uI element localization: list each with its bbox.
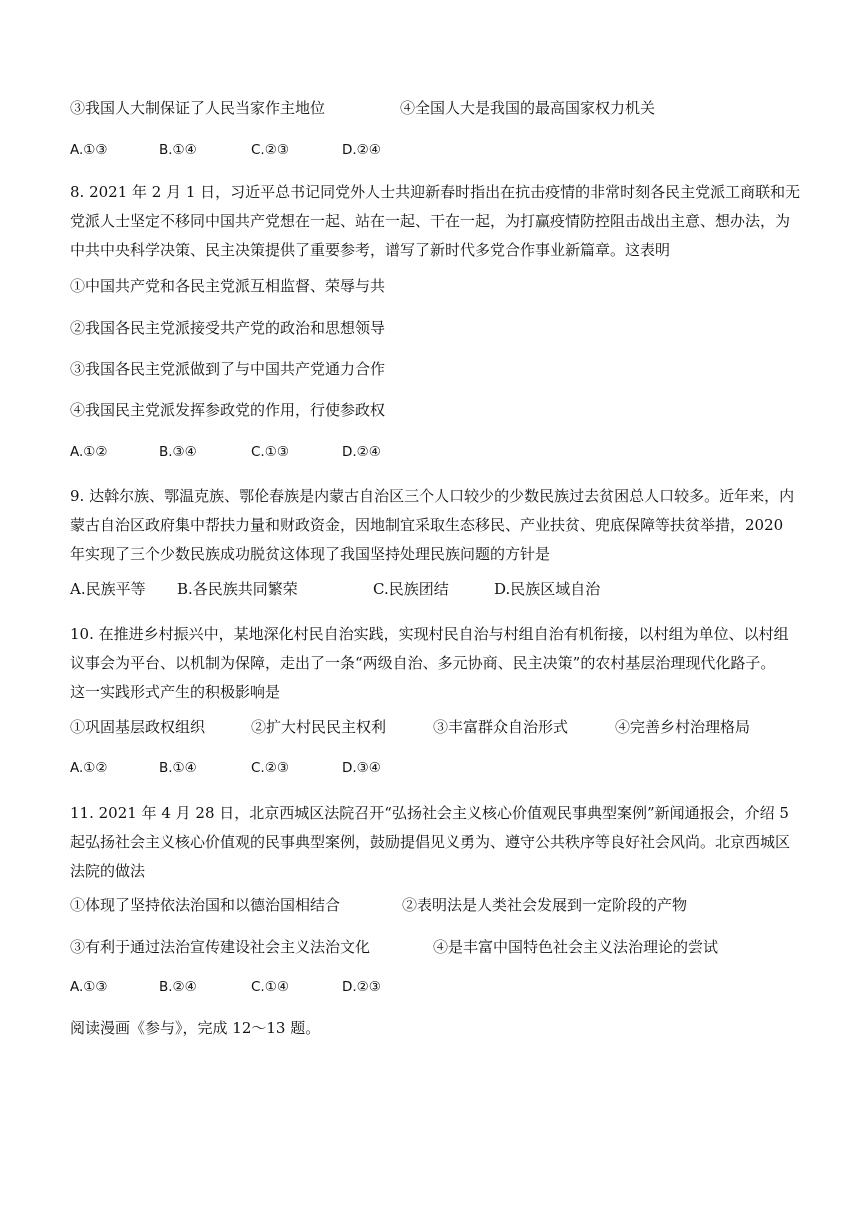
q11-option-c: C.①④ bbox=[251, 979, 289, 995]
q9-stem-line: 年实现了三个少数民族成功脱贫这体现了我国坚持处理民族问题的方针是 bbox=[70, 545, 551, 563]
q11-stem-line: 法院的做法 bbox=[70, 862, 146, 880]
q8-statement-3: ③我国各民主党派做到了与中国共产党通力合作 bbox=[70, 360, 386, 378]
q8-stem-line: 党派人士坚定不移同中国共产党想在一起、站在一起、干在一起，为打赢疫情防控阻击战出主意、想办法，为 bbox=[70, 212, 791, 230]
q11-statement-3: ③有利于通过法治宣传建设社会主义法治文化 bbox=[70, 938, 371, 956]
reading-instruction: 阅读漫画《参与》，完成 12～13 题。 bbox=[70, 1019, 321, 1037]
q7-option-a: A.①③ bbox=[70, 142, 108, 158]
q9-option-d: D.民族区域自治 bbox=[494, 580, 601, 598]
q10-statement-2: ②扩大村民民主权利 bbox=[251, 718, 387, 736]
q11-stem-line: 11. 2021 年 4 月 28 日，北京西城区法院召开“弘扬社会主义核心价值观民事典型案例”新闻通报会，介绍 5 bbox=[70, 804, 789, 822]
q10-option-a: A.①② bbox=[70, 760, 108, 776]
q8-stem-line: 8. 2021 年 2 月 1 日，习近平总书记同党外人士共迎新春时指出在抗击疫情的非常时刻各民主党派工商联和无 bbox=[70, 183, 801, 201]
q8-statement-2: ②我国各民主党派接受共产党的政治和思想领导 bbox=[70, 319, 386, 337]
q9-option-a: A.民族平等 bbox=[70, 580, 146, 598]
q8-stem bbox=[70, 178, 805, 265]
q8-option-a: A.①② bbox=[70, 444, 108, 460]
q9-option-b: B.各民族共同繁荣 bbox=[177, 580, 298, 598]
q11-stem bbox=[70, 799, 805, 886]
q11-stem-line: 起弘扬社会主义核心价值观的民事典型案例，鼓励提倡见义勇为、遵守公共秩序等良好社会风尚。北京西城区 bbox=[70, 833, 791, 851]
q11-statement-4: ④是丰富中国特色社会主义法治理论的尝试 bbox=[433, 938, 719, 956]
q9-stem-line: 蒙古自治区政府集中帮扶力量和财政资金，因地制宜采取生态移民、产业扶贫、兜底保障等扶贫举措，2020 bbox=[70, 516, 784, 534]
q10-option-b: B.①④ bbox=[159, 760, 197, 776]
q9-option-c: C.民族团结 bbox=[373, 580, 449, 598]
q7-statement-3: ③我国人大制保证了人民当家作主地位 bbox=[70, 99, 326, 117]
q10-statement-3: ③丰富群众自治形式 bbox=[433, 718, 569, 736]
q7-option-c: C.②③ bbox=[251, 142, 289, 158]
q10-option-d: D.③④ bbox=[342, 760, 381, 776]
q11-option-a: A.①③ bbox=[70, 979, 108, 995]
q8-statement-1: ①中国共产党和各民主党派互相监督、荣辱与共 bbox=[70, 277, 386, 295]
q10-statement-4: ④完善乡村治理格局 bbox=[615, 718, 751, 736]
q8-option-b: B.③④ bbox=[159, 444, 197, 460]
q8-option-d: D.②④ bbox=[342, 444, 381, 460]
q10-option-c: C.②③ bbox=[251, 760, 289, 776]
q7-option-b: B.①④ bbox=[159, 142, 197, 158]
q10-stem bbox=[70, 620, 805, 707]
q10-stem-line: 这一实践形式产生的积极影响是 bbox=[70, 683, 281, 701]
q11-option-d: D.②③ bbox=[342, 979, 381, 995]
q8-option-c: C.①③ bbox=[251, 444, 289, 460]
q10-stem-line: 议事会为平台、以机制为保障，走出了一条“两级自治、多元协商、民主决策”的农村基层治理现代化路子。 bbox=[70, 654, 776, 672]
q11-statement-2: ②表明法是人类社会发展到一定阶段的产物 bbox=[402, 896, 688, 914]
q11-option-b: B.②④ bbox=[159, 979, 197, 995]
q9-stem-line: 9. 达斡尔族、鄂温克族、鄂伦春族是内蒙古自治区三个人口较少的少数民族过去贫困总人口较多。近年来，内 bbox=[70, 487, 795, 505]
q10-statement-1: ①巩固基层政权组织 bbox=[70, 718, 206, 736]
q8-stem-line: 中共中央科学决策、民主决策提供了重要参考，谱写了新时代多党合作事业新篇章。这表明 bbox=[70, 241, 671, 259]
q7-statement-4: ④全国人大是我国的最高国家权力机关 bbox=[400, 99, 656, 117]
q11-statement-1: ①体现了坚持依法治国和以德治国相结合 bbox=[70, 896, 341, 914]
q10-stem-line: 10. 在推进乡村振兴中，某地深化村民自治实践，实现村民自治与村组自治有机衔接，以村组为单位、以村组 bbox=[70, 625, 789, 643]
q9-stem bbox=[70, 482, 805, 569]
q7-option-d: D.②④ bbox=[342, 142, 381, 158]
q8-statement-4: ④我国民主党派发挥参政党的作用，行使参政权 bbox=[70, 401, 386, 419]
